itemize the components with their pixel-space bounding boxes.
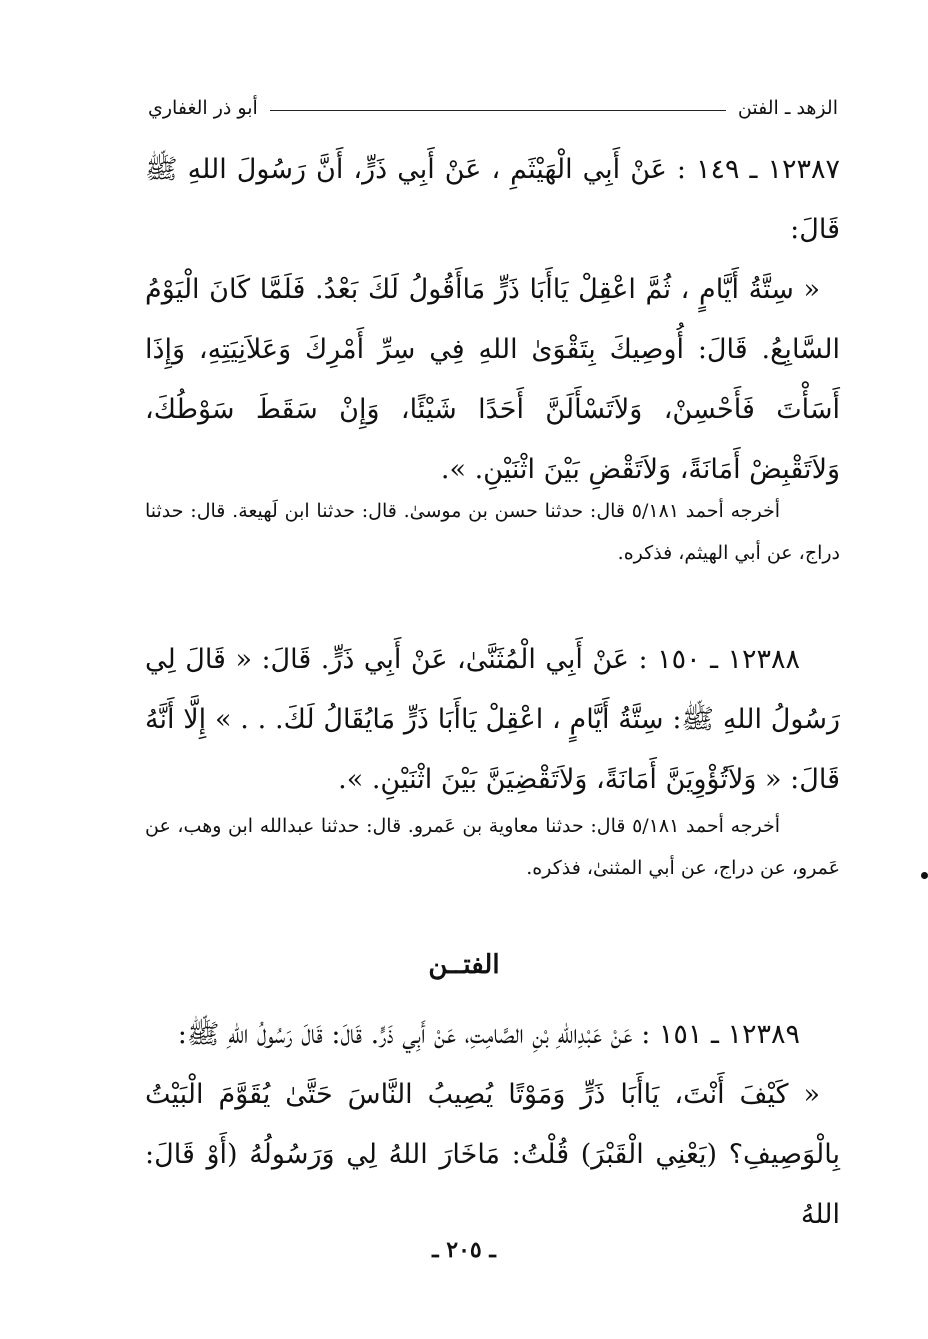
hadith-12389 bbox=[145, 1005, 840, 1245]
hadith-text: « كَيْفَ أَنْتَ، يَاأَبَا ذَرٍّ وَمَوْتًا يُصِيبُ النَّاسَ حَتَّىٰ يُقَوَّمَ الْبَيْتُ بِالْوَصِيفِ؟ (يَعْنِي الْقَبْرَ) قُلْتُ: مَاخَارَ اللهُ لِي وَرَسُولُهُ (أَوْ قَالَ: اللهُ bbox=[145, 1079, 840, 1230]
page-number: ـ ٢٠٥ ـ bbox=[432, 1237, 496, 1263]
takhrij-text: أخرجه أحمد ٥/١٨١ قال: حدثنا معاوية بن عَمرو. قال: حدثنا عبدالله ابن وهب، عن عَمرو، عن دراج، عن أبي المثنىٰ، فذكره. bbox=[145, 815, 840, 879]
hadith-text: ١٢٣٨٨ ـ ١٥٠ : عَنْ أَبِي الْمُثَنَّىٰ، عَنْ أَبِي ذَرٍّ. قَالَ: « قَالَ لِي رَسُولُ اللهِ ﷺ: سِتَّةُ أَيَّامٍ ، اعْقِلْ يَاأَبَا ذَرٍّ مَايُقَالُ لَكَ. . . » إِلَّا أَنَّهُ قَالَ: « وَلاَتُؤْوِيَنَّ أَمَانَةً، وَلاَتَقْضِيَنَّ بَيْنَ اثْنَيْنِ. ». bbox=[145, 644, 840, 795]
hadith-text: ١٢٣٨٧ ـ ١٤٩ : عَنْ أَبِي الْهَيْثَمِ ، عَنْ أَبِي ذَرٍّ، أَنَّ رَسُولَ اللهِ ﷺ قَالَ: bbox=[145, 154, 841, 245]
takhrij-12388 bbox=[145, 805, 840, 889]
running-head-rule bbox=[270, 110, 726, 111]
running-head-author: أبو ذر الغفاري bbox=[148, 97, 258, 119]
running-head bbox=[148, 88, 838, 128]
takhrij-12387 bbox=[145, 490, 840, 574]
hadith-text: « سِتَّةُ أَيَّامٍ ، ثُمَّ اعْقِلْ يَاأَبَا ذَرٍّ مَاأَقُولُ لَكَ بَعْدُ. فَلَمَّا كَانَ الْيَوْمُ السَّابِعُ. قَالَ: أُوصِيكَ بِتَقْوَىٰ اللهِ فِي سِرِّ أَمْرِكَ وَعَلاَنِيَتِهِ، وَإِذَا أَسَأْتَ فَأَحْسِنْ، وَلاَتَسْأَلَنَّ أَحَدًا شَيْئًا، وَإِنْ سَقَطَ سَوْطُكَ، وَلاَتَقْبِضْ أَمَانَةً، وَلاَتَقْضِ بَيْنَ اثْنَيْنِ. ». bbox=[145, 274, 840, 485]
section-title: الفتــن bbox=[428, 950, 500, 980]
running-head-section: الزهد ـ الفتن bbox=[737, 97, 838, 119]
takhrij-text: أخرجه أحمد ٥/١٨١ قال: حدثنا حسن بن موسىٰ. قال: حدثنا ابن لَهيعة. قال: حدثنا دراج، عن أبي الهيثم، فذكره. bbox=[145, 500, 840, 564]
hadith-12387 bbox=[145, 140, 840, 500]
hadith-text: ١٢٣٨٩ ـ ١٥١ : عَنْ عَبْدِاللهِ بْنِ الصَّامِتِ، عَنْ أَبِي ذَرٍّ. قَالَ: قَالَ رَسُولُ اللهِ ﷺ: bbox=[177, 1019, 800, 1050]
hadith-12388 bbox=[145, 630, 840, 810]
scan-speck bbox=[921, 872, 928, 879]
